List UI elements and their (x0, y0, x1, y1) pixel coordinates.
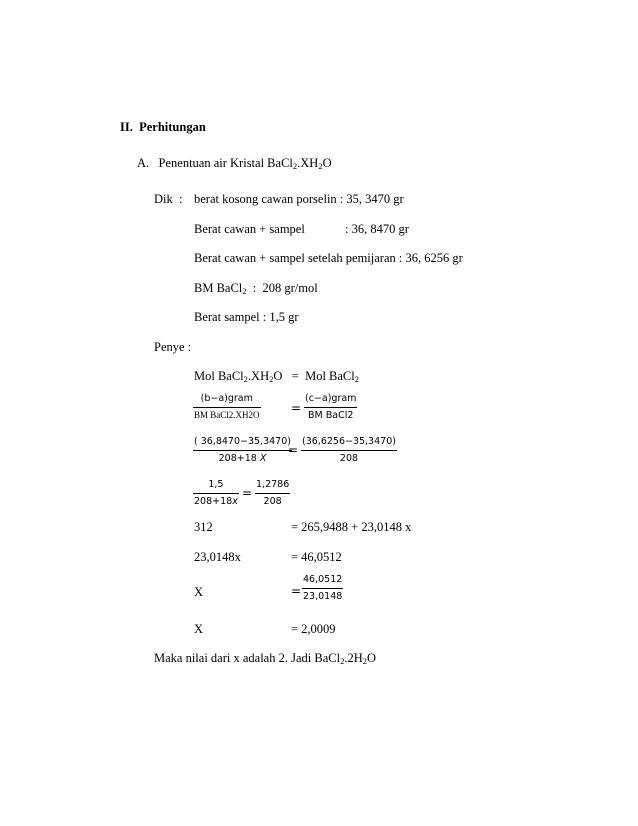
penye-label: Penye : (154, 340, 192, 354)
step-1-right: = 265,9488 + 23,0148 x (291, 520, 412, 534)
fraction-b-minus-a: (b−a)gram BM BaCl2.XH2O (194, 393, 260, 420)
equals-sign: = (291, 584, 302, 598)
dik-row-1: berat kosong cawan porselin : 35, 3470 gr (194, 192, 404, 206)
dik-row-4: BM BaCl$_2$ : 208 gr/mol (194, 281, 318, 296)
step-2-left: 23,0148x (194, 550, 241, 564)
step-1-left: 312 (194, 520, 213, 534)
dik-row-5: Berat sampel : 1,5 gr (194, 310, 299, 324)
dik-row-3: Berat cawan + sampel setelah pemijaran : 36, 6256 gr (194, 251, 463, 265)
fraction-anhydrous-mass: (36,6256−35,3470) 208 (302, 436, 396, 464)
dik-row-2-label: Berat cawan + sampel (194, 222, 305, 236)
subsection-label: A. (137, 156, 150, 170)
conclusion: Maka nilai dari x adalah 2. Jadi $BaCl_2.2H_2O$ (154, 651, 376, 666)
step-3-left: X (194, 585, 204, 599)
step-2-right: = 46,0512 (291, 550, 342, 564)
section-number: II. (120, 120, 133, 134)
fraction-simplified-right: 1,2786 208 (256, 479, 290, 507)
dik-label: Dik : (154, 192, 183, 206)
section-heading (120, 121, 206, 134)
subsection-heading: A. Penentuan air Kristal $BaCl_2.XH_2O$ (137, 156, 332, 171)
fraction-simplified-left: 1,5 208+18x (194, 479, 238, 507)
subsection-title: Penentuan air Kristal BaCl (158, 156, 293, 170)
fraction-c-minus-a: (c−a)gram BM BaCl2 (305, 393, 357, 421)
step-4-right: = 2,0009 (291, 622, 336, 636)
section-title: Perhitungan (139, 120, 206, 134)
fraction-sample-mass: ( 36,8470−35,3470) 208+18 X (194, 436, 291, 464)
mol-equation: Mol $BaCl_2.XH_2O$ = Mol BaCl$_2$ (194, 369, 359, 384)
dik-row-2-value: : 36, 8470 gr (345, 222, 409, 236)
equals-sign: = (242, 486, 253, 500)
equals-sign: = (288, 443, 299, 457)
equals-sign: = (291, 401, 302, 415)
fraction-x-value: 46,0512 23,0148 (303, 574, 343, 602)
step-4-left: X (194, 622, 204, 636)
